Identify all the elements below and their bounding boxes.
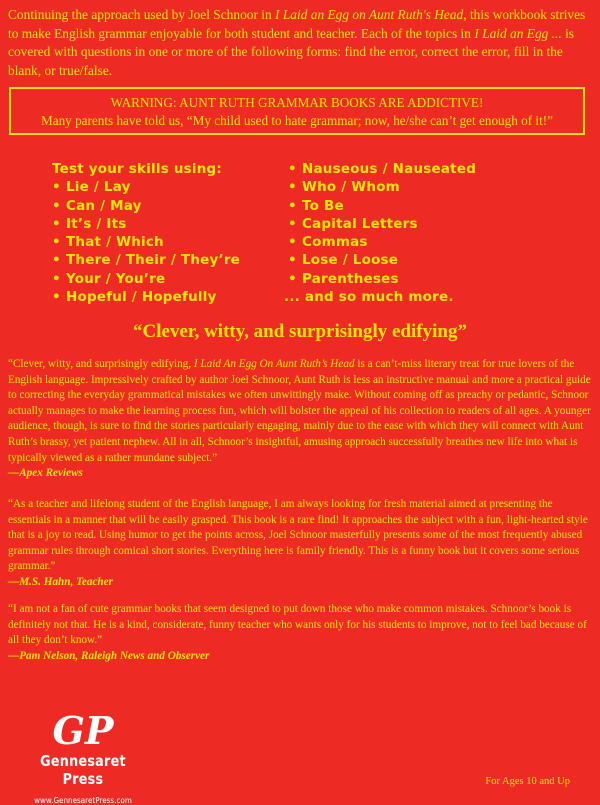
- list-item: • Lie / Lay: [52, 179, 131, 196]
- list-item: • Capital Letters: [288, 215, 418, 232]
- list-item: • That / Which: [52, 234, 164, 251]
- review-text-pre: “Clever, witty, and surprisingly edifying,: [8, 358, 194, 370]
- bullet-icon: •: [288, 215, 297, 232]
- skills-heading: Test your skills using:: [52, 161, 222, 177]
- bullet-icon: •: [52, 197, 61, 214]
- intro-text-a: Continuing the approach used by Joel Schnoor in: [8, 7, 276, 22]
- list-item: • Commas: [288, 234, 368, 251]
- review-text: “I am not a fan of cute grammar books that seem designed to put down those who make common mistakes. Schnoor’s book is definitely not that. He is a kind, considerate, funny teacher who wants only for his students to improve, not to feel bad because of all they don’t know.”: [8, 603, 587, 647]
- list-item: • Nauseous / Nauseated: [288, 161, 477, 177]
- bullet-icon: •: [288, 252, 297, 269]
- publisher-url[interactable]: www.GennesaretPress.com: [34, 796, 132, 805]
- skills-more: ... and so much more.: [284, 289, 454, 306]
- skills-list-left: [52, 160, 240, 306]
- bullet-icon: •: [288, 179, 297, 196]
- review-text: “As a teacher and lifelong student of the English language, I am always looking for fresh material aimed at presenting the essentials in a manner that will be easily grasped. This book is a rare find! It approaches the subject with a fun, light-hearted style that is a joy to read. Using humor to get the points across, Joel Schnoor masterfully presents some of the most frequently abused grammar rules through comical short stories. Everything here is family friendly. This is a funny book but it covers some serious grammar.”: [8, 498, 588, 573]
- review-text-post: is a can’t-miss literary treat for true lovers of the English language. Impressively crafted by author Joel Schnoor, Aunt Ruth is less an instructive manual and more a practical guide to correcting the everyday grammatical mistakes we often unwittingly make. Without coming off as preachy or pedantic, Schnoor actually manages to make the learning process fun, which will bolster the appeal of his collection to readers of all ages. A younger audience, though, is sure to find the stories particularly engaging, mainly due to the ease with which they will connect with Aunt Ruth’s brassy, yet patient nephew. All in all, Schnoor’s insightful, amusing approach successfully breathes new life into what is typically viewed as a rather mundane subject.”: [8, 358, 591, 464]
- warning-headline: WARNING: AUNT RUTH GRAMMAR BOOKS ARE ADDICTIVE!: [110, 95, 484, 110]
- list-item: • Parentheses: [288, 270, 399, 287]
- age-range: For Ages 10 and Up: [485, 776, 570, 787]
- list-item: • To Be: [288, 197, 344, 214]
- publisher-name: Gennesaret Press: [40, 752, 126, 788]
- publisher-logo: [18, 706, 148, 805]
- review-apex: [8, 357, 593, 482]
- monogram-text: GP: [52, 708, 114, 750]
- list-item: • Who / Whom: [288, 179, 400, 196]
- bullet-icon: •: [52, 234, 61, 251]
- list-item: • Lose / Loose: [288, 252, 399, 269]
- list-item: • It’s / Its: [52, 215, 127, 232]
- warning-quote: Many parents have told us, “My child used to hate grammar; now, he/she can’t get enough of it!”: [41, 113, 553, 128]
- bullet-icon: •: [288, 197, 297, 214]
- review-book-title: I Laid An Egg On Aunt Ruth’s Head: [193, 358, 355, 370]
- intro-text-c: is covered with questions in one or more of the following forms: find the error, correct the error, fill in the blank, or true/false.: [8, 25, 575, 78]
- bullet-icon: •: [288, 161, 297, 177]
- review-attribution: —Pam Nelson, Raleigh News and Observer: [8, 649, 210, 662]
- review-newspaper: [8, 602, 593, 664]
- list-item: • Can / May: [52, 197, 142, 214]
- intro-text-b: , this workbook strives to make English grammar enjoyable for both student and teacher. Each of the topics in: [8, 7, 586, 41]
- warning-box: [9, 87, 585, 135]
- bullet-icon: •: [52, 215, 61, 232]
- bullet-icon: •: [288, 234, 297, 251]
- list-item: • There / Their / They’re: [52, 252, 241, 269]
- intro-book-title: I Laid an Egg on Aunt Ruth's Head: [275, 7, 464, 22]
- review-attribution: —Apex Reviews: [8, 467, 83, 480]
- skills-list-right: [284, 160, 477, 306]
- bullet-icon: •: [52, 179, 61, 196]
- review-attribution: —M.S. Hahn, Teacher: [8, 575, 113, 588]
- bullet-icon: •: [52, 270, 61, 287]
- bullet-icon: •: [52, 252, 61, 269]
- tagline: “Clever, witty, and surprisingly edifying”: [133, 321, 467, 342]
- intro-paragraph: [8, 6, 592, 80]
- list-item: • Hopeful / Hopefully: [52, 289, 217, 306]
- monogram-icon: [51, 706, 115, 750]
- review-teacher: [8, 497, 593, 591]
- intro-book-title-short: I Laid an Egg ...: [474, 25, 562, 41]
- list-item: • Your / You’re: [52, 270, 166, 287]
- bullet-icon: •: [52, 289, 61, 306]
- bullet-icon: •: [288, 270, 297, 287]
